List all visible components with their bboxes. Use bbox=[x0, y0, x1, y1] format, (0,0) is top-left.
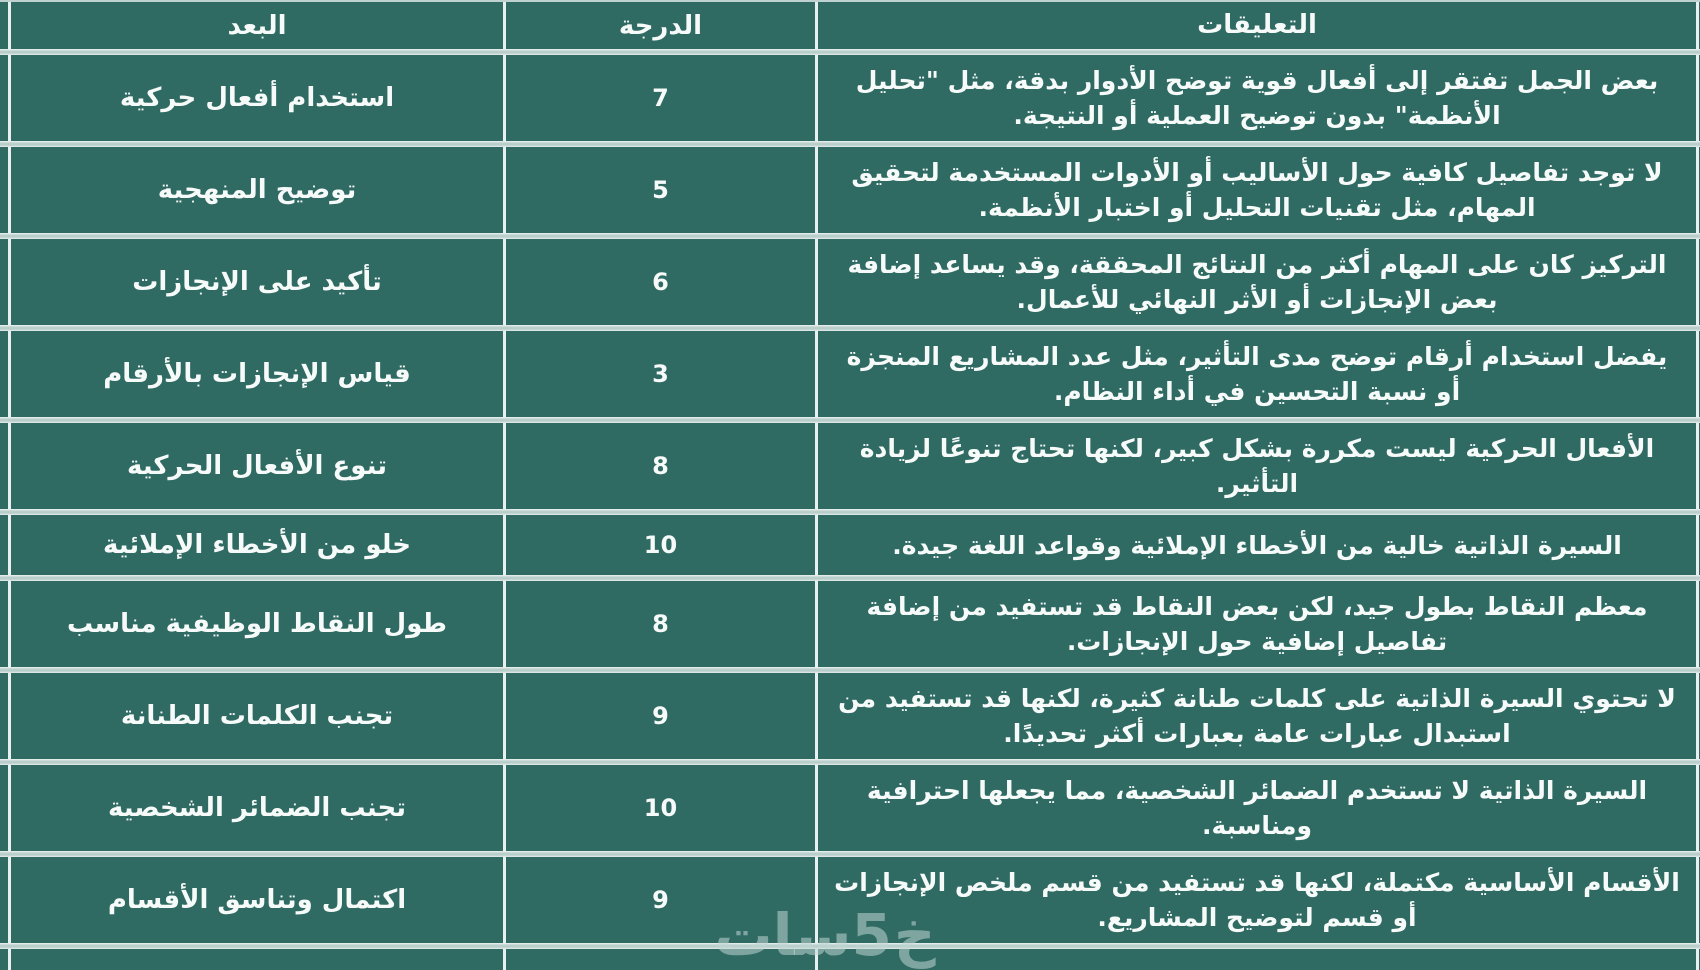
table-row-block bbox=[0, 515, 1700, 581]
dimension-cell: تأكيد على الإنجازات bbox=[8, 239, 503, 325]
watermark-prefix: خ bbox=[893, 901, 936, 969]
score-cell bbox=[503, 949, 815, 970]
dimension-cell: توضيح المنهجية bbox=[8, 147, 503, 233]
table-body bbox=[0, 55, 1700, 949]
table-row bbox=[8, 239, 1700, 325]
comments-cell: السيرة الذاتية خالية من الأخطاء الإملائية وقواعد اللغة جيدة. bbox=[815, 515, 1699, 575]
comments-cell: السيرة الذاتية لا تستخدم الضمائر الشخصية، مما يجعلها احترافية ومناسبة. bbox=[815, 765, 1699, 851]
comments-cell: لا توجد تفاصيل كافية حول الأساليب أو الأدوات المستخدمة لتحقيق المهام، مثل تقنيات التحليل أو اختبار الأنظمة. bbox=[815, 147, 1699, 233]
dimension-cell: اكتمال وتناسق الأقسام bbox=[8, 857, 503, 943]
table-row bbox=[8, 331, 1700, 417]
dimension-cell: خلو من الأخطاء الإملائية bbox=[8, 515, 503, 575]
table-row-block bbox=[0, 331, 1700, 423]
comments-cell: لا تحتوي السيرة الذاتية على كلمات طنانة كثيرة، لكنها قد تستفيد من استبدال عبارات عامة بعبارات أكثر تحديدًا. bbox=[815, 673, 1699, 759]
table-row-block bbox=[0, 147, 1700, 239]
dimension-cell: تجنب الضمائر الشخصية bbox=[8, 765, 503, 851]
score-cell: 10 bbox=[503, 765, 815, 851]
score-cell: 8 bbox=[503, 423, 815, 509]
table-row bbox=[8, 857, 1700, 943]
table-row bbox=[8, 55, 1700, 141]
score-cell: 3 bbox=[503, 331, 815, 417]
comments-cell: الأقسام الأساسية مكتملة، لكنها قد تستفيد من قسم ملخص الإنجازات أو قسم لتوضيح المشاريع. bbox=[815, 857, 1699, 943]
table-header-row bbox=[8, 2, 1700, 49]
comments-cell: معظم النقاط بطول جيد، لكن بعض النقاط قد تستفيد من إضافة تفاصيل إضافية حول الإنجازات. bbox=[815, 581, 1699, 667]
table-row bbox=[8, 515, 1700, 575]
table-row-block bbox=[0, 55, 1700, 147]
score-cell: 9 bbox=[503, 673, 815, 759]
watermark-digit: 5 bbox=[851, 901, 894, 969]
header-comments: التعليقات bbox=[815, 2, 1699, 49]
table-row bbox=[8, 423, 1700, 509]
table-row-partial bbox=[8, 949, 1700, 970]
score-cell: 9 bbox=[503, 857, 815, 943]
comments-cell bbox=[815, 949, 1699, 970]
comments-cell: التركيز كان على المهام أكثر من النتائج المحققة، وقد يساعد إضافة بعض الإنجازات أو الأثر النهائي للأعمال. bbox=[815, 239, 1699, 325]
table-row-block bbox=[0, 423, 1700, 515]
score-cell: 6 bbox=[503, 239, 815, 325]
dimension-cell: تجنب الكلمات الطنانة bbox=[8, 673, 503, 759]
table-row bbox=[8, 147, 1700, 233]
table-row-block bbox=[0, 673, 1700, 765]
table-row-block bbox=[0, 239, 1700, 331]
dimension-cell: استخدام أفعال حركية bbox=[8, 55, 503, 141]
score-cell: 7 bbox=[503, 55, 815, 141]
table-row bbox=[8, 581, 1700, 667]
table-row bbox=[8, 765, 1700, 851]
score-cell: 10 bbox=[503, 515, 815, 575]
table-row-block bbox=[0, 765, 1700, 857]
score-cell: 5 bbox=[503, 147, 815, 233]
dimension-cell: تنوع الأفعال الحركية bbox=[8, 423, 503, 509]
table-row-block bbox=[0, 581, 1700, 673]
score-cell: 8 bbox=[503, 581, 815, 667]
comments-cell: بعض الجمل تفتقر إلى أفعال قوية توضح الأدوار بدقة، مثل "تحليل الأنظمة" بدون توضيح العملية أو النتيجة. bbox=[815, 55, 1699, 141]
header-score: الدرجة bbox=[503, 2, 815, 49]
dimension-cell: طول النقاط الوظيفية مناسب bbox=[8, 581, 503, 667]
watermark-suffix: سات bbox=[714, 901, 852, 969]
table-row bbox=[8, 673, 1700, 759]
dimension-cell bbox=[8, 949, 503, 970]
comments-cell: الأفعال الحركية ليست مكررة بشكل كبير، لكنها تحتاج تنوعًا لزيادة التأثير. bbox=[815, 423, 1699, 509]
header-dimension: البعد bbox=[8, 2, 503, 49]
comments-cell: يفضل استخدام أرقام توضح مدى التأثير، مثل عدد المشاريع المنجزة أو نسبة التحسين في أداء النظام. bbox=[815, 331, 1699, 417]
table-row-block bbox=[0, 857, 1700, 949]
dimension-cell: قياس الإنجازات بالأرقام bbox=[8, 331, 503, 417]
